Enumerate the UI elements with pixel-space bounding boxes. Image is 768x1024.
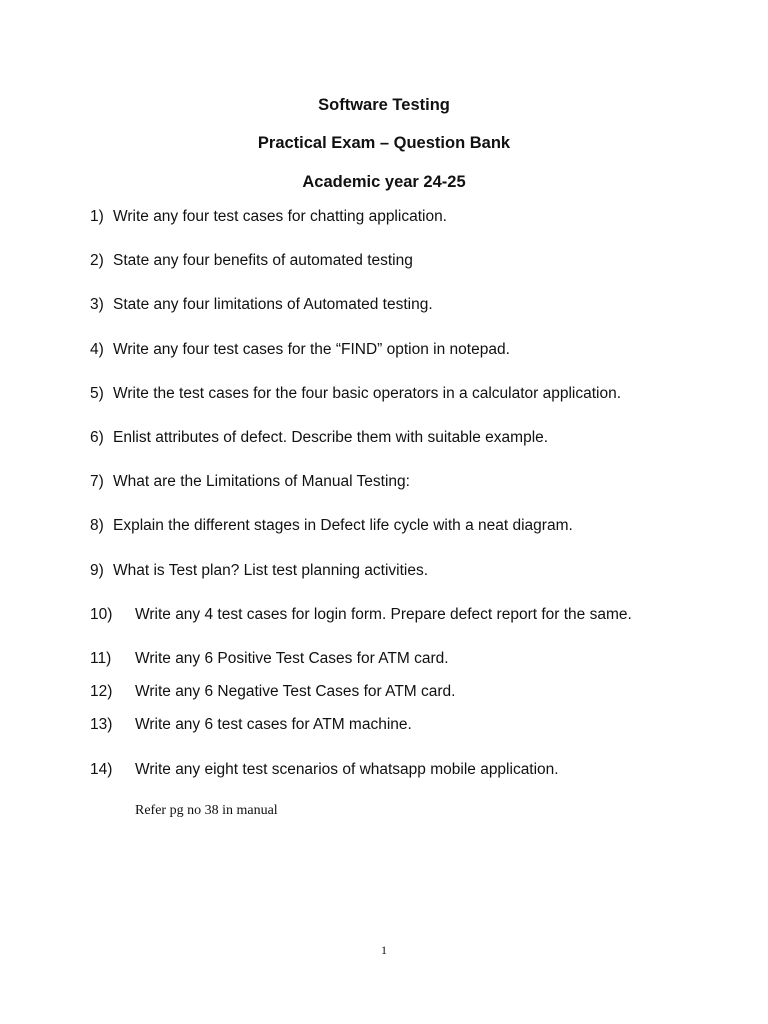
question-item <box>90 517 573 535</box>
question-text: What are the Limitations of Manual Testing: <box>113 473 410 490</box>
question-number: 14) <box>90 761 113 778</box>
question-number: 10) <box>90 606 113 623</box>
question-item <box>90 473 410 491</box>
page-number: 1 <box>381 943 387 957</box>
question-item <box>90 716 412 734</box>
question-item <box>90 208 447 226</box>
question-item <box>90 761 559 779</box>
question-number: 9) <box>90 562 104 579</box>
question-number: 1) <box>90 208 104 225</box>
question-text: Write any 6 test cases for ATM machine. <box>135 716 412 733</box>
question-number: 2) <box>90 252 104 269</box>
question-number: 11) <box>90 650 112 667</box>
question-number: 13) <box>90 716 113 733</box>
question-text: Write the test cases for the four basic operators in a calculator application. <box>113 385 622 402</box>
question-item <box>90 296 433 314</box>
academic-year: Academic year 24-25 <box>302 173 466 191</box>
question-item <box>90 683 455 701</box>
question-item <box>90 429 548 447</box>
question-text: Write any four test cases for chatting application. <box>113 208 447 225</box>
question-text: State any four limitations of Automated testing. <box>113 296 433 313</box>
question-text: Write any 6 Negative Test Cases for ATM card. <box>135 683 456 700</box>
document-title: Software Testing <box>318 96 450 114</box>
question-text: Write any 6 Positive Test Cases for ATM card. <box>135 650 449 667</box>
question-number: 4) <box>90 341 104 358</box>
question-text: State any four benefits of automated testing <box>113 252 413 269</box>
question-text: What is Test plan? List test planning activities. <box>113 562 429 579</box>
question-number: 5) <box>90 385 104 402</box>
question-text: Write any 4 test cases for login form. Prepare defect report for the same. <box>135 606 632 623</box>
question-text: Enlist attributes of defect. Describe them with suitable example. <box>113 429 549 446</box>
document-subtitle: Practical Exam – Question Bank <box>257 134 511 152</box>
question-number: 12) <box>90 683 113 700</box>
question-item <box>90 385 621 403</box>
question-item <box>90 252 413 270</box>
question-item <box>90 606 632 624</box>
question-item <box>90 562 428 580</box>
question-number: 3) <box>90 296 104 313</box>
question-number: 7) <box>90 473 104 490</box>
question-number: 6) <box>90 429 104 446</box>
question-item <box>90 650 449 668</box>
question-number: 8) <box>90 517 104 534</box>
question-text: Write any eight test scenarios of whatsapp mobile application. <box>135 761 559 778</box>
manual-reference-note: Refer pg no 38 in manual <box>135 803 278 818</box>
question-text: Write any four test cases for the “FIND” option in notepad. <box>113 341 510 358</box>
question-item <box>90 341 510 359</box>
question-text: Explain the different stages in Defect life cycle with a neat diagram. <box>113 517 573 534</box>
